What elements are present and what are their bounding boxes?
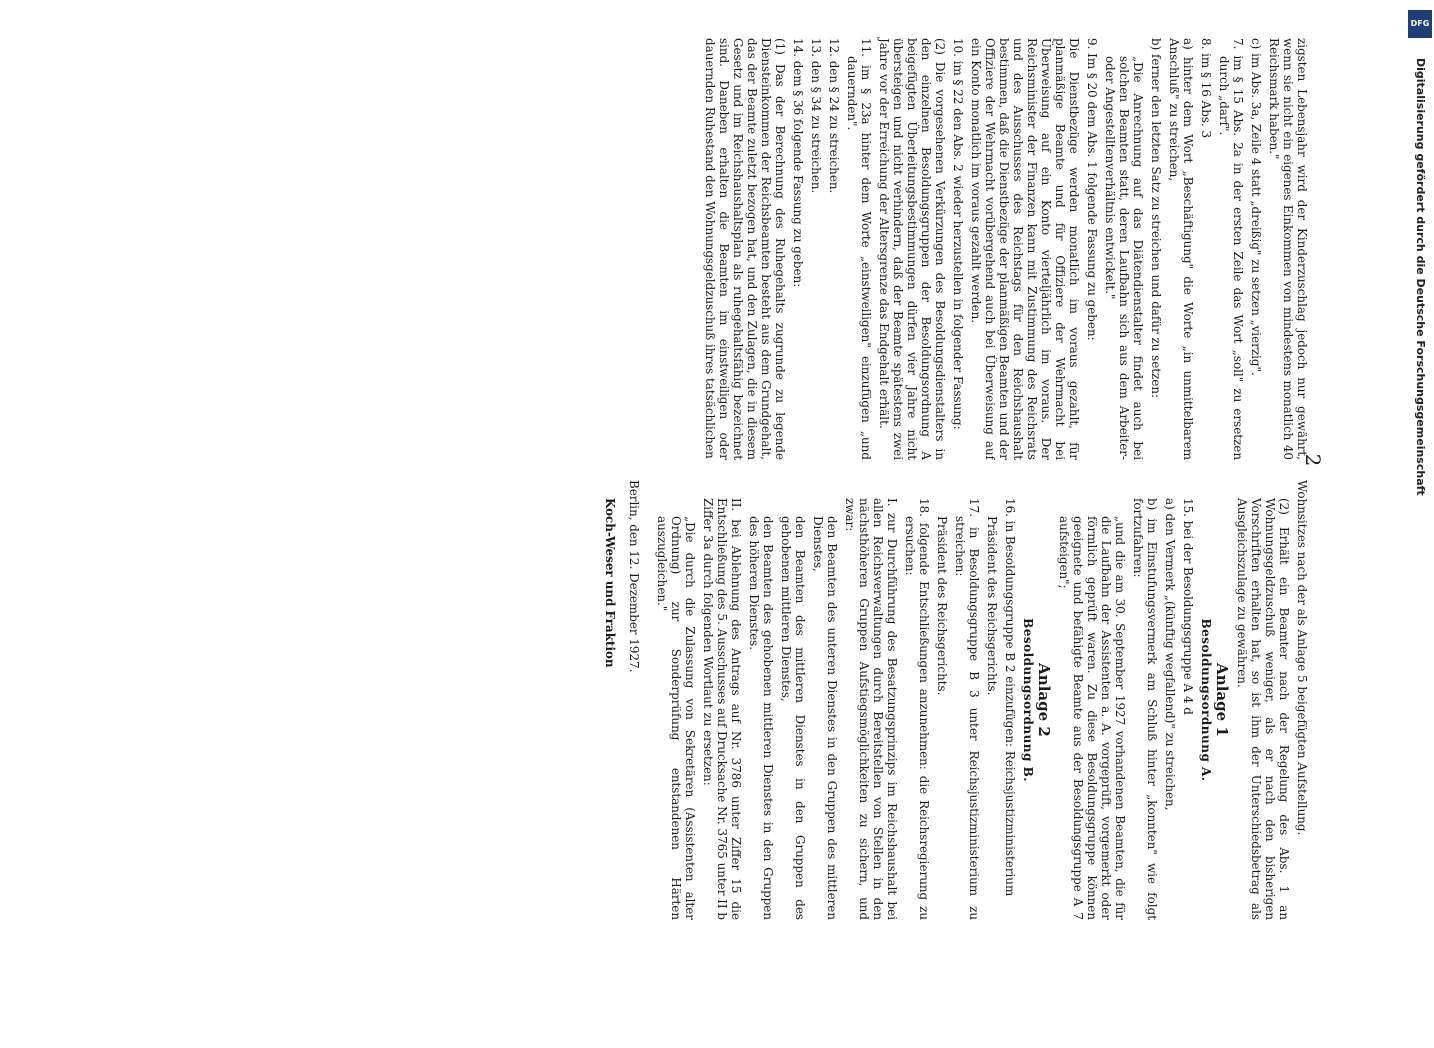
anlage-1-subheading: Besoldungsordnung A.	[1199, 618, 1213, 782]
paragraph: Die Dienstbezüge werden monatlich im voraus gezahlt, für planmäßige Beamte und für Offiziere der Wehrmacht bei Überweisung auf ein Konto vierteljährlich im voraus. Der Reichsminister der Finanzen kann mit Zustimmung des Reichsrats und des Ausschusses des Reichstags für den Reichshaushalt bestimmen, daß die Dienstbezüge der planmäßigen Beamten und der Offiziere der Wehrmacht vorübergehend auch bei Überweisung auf ein Konto monatlich im voraus gezahlt werden.	[969, 38, 1081, 460]
paragraph: 18. folgende Entschließungen anzunehmen: die Reichsregierung zu ersuchen:	[903, 498, 931, 920]
paragraph: 16. in Besoldungsgruppe B 2 einzufügen: Reichsjustizministerium	[1003, 498, 1017, 897]
paragraph: 14. dem § 36 folgende Fassung zu geben:	[791, 38, 805, 288]
paragraph: Wohnsitzes nach der als Anlage 5 beigefügten Aufstellung.	[1295, 480, 1309, 836]
paragraph: den Beamten des gehobenen mittleren Dienstes in den Gruppen des höheren Dienstes.	[747, 516, 775, 920]
document-page	[115, 0, 1325, 920]
anlage-2-subheading: Besoldungsordnung B.	[1021, 618, 1035, 782]
paragraph: 9. Im § 20 dem Abs. 1 folgende Fassung zu geben:	[1085, 38, 1099, 341]
paragraph: 7. im § 15 Abs. 2a in der ersten Zeile das Wort „soll" zu ersetzen durch „darf".	[1217, 38, 1245, 460]
paragraph: I. zur Durchführung des Besatzungsprinzips im Reichshaushalt bei allen Reichsverwaltungen durch Bereitstellen von Stellen in den nächsthöheren Gruppen Aufstiegsmöglichkeiten zu sichern, und zwar:	[843, 498, 899, 920]
paragraph: 11. im § 23a hinter dem Worte „einstweiligen" einzufügen „und dauernden".	[845, 38, 873, 460]
paragraph: 15. bei der Besoldungsgruppe A 4 d	[1181, 498, 1195, 715]
paragraph: Präsident des Reichsgerichts.	[935, 516, 949, 696]
paragraph: 17. in Besoldungsgruppe B 3 unter Reichsjustizministerium zu streichen:	[953, 498, 981, 920]
credit-text: Digitalisierung gefördert durch die Deutsche Forschungsgemeinschaft	[1414, 58, 1427, 496]
right-column	[429, 480, 1309, 920]
dfg-logo: DFG	[1408, 10, 1432, 38]
paragraph: b) im Einstufungsvermerk am Schluß hinter „konnten" wie folgt fortzufahren:	[1131, 498, 1159, 920]
paragraph: (1) Das der Berechnung des Ruhegehalts zugrunde zu legende Diensteinkommen der Reichsbeamten besteht aus dem Grundgehalt, das der Beamte zuletzt bezogen hat, und den Zulagen, die in diesem Gesetz und im Reichshaushaltsplan als ruhegehaltsfähig bezeichnet sind. Daneben erhalten die Beamten im einstweiligen oder dauernden Ruhestand den Wohnungsgeldzuschuß ihres tatsächlichen	[703, 38, 787, 460]
paragraph: a) hinter dem Wort „Beschäftigung" die Worte „in unmittelbarem Anschluß" zu streichen,	[1167, 38, 1195, 460]
paragraph: (2) Die vorgesehenen Verkürzungen des Besoldungsdienstalters in den einzelnen Besoldungsgruppen der Besoldungsordnung A beigefügten Überleitungsbestimmungen dürfen vier Jahre nicht übersteigen und nicht verhindern, daß der Beamte spätestens zwei Jahre vor der Erreichung der Altersgrenze das Endgehalt erhält.	[877, 38, 947, 460]
paragraph: 10. im § 22 den Abs. 2 wieder herzustellen in folgender Fassung:	[951, 38, 965, 430]
paragraph: 8. im § 16 Abs. 3	[1199, 38, 1213, 139]
left-column	[429, 20, 1309, 460]
paragraph: II. bei Ablehnung des Antrags auf Nr. 3786 unter Ziffer 15 die Entschließung des 5. Ausschusses auf Drucksache Nr. 3765 unter II b Ziffer 3a durch folgenden Wortlaut zu ersetzen:	[701, 498, 743, 920]
anlage-2-heading: Anlage 2	[1035, 663, 1053, 737]
anlage-1-heading: Anlage 1	[1213, 663, 1231, 737]
dateline: Berlin, den 12. Dezember 1927.	[627, 480, 641, 673]
anlage-1-items	[1057, 480, 1195, 920]
paragraph: „und die am 30. September 1927 vorhandenen Beamten, die für die Laufbahn der Assistenten a. A. vorgeprüft, vorgemerkt oder förmlich geprüft waren. Zu diese Besoldungsgruppe können geeignete und befähigte Beamte aus der Besoldungsgruppe A 7 aufsteigen";	[1057, 516, 1127, 920]
paragraph: „Die durch die Zulassung von Sekretären (Assistenten alter Ordnung) zur Sonderprüfung entstandenen Härten auszugleichen."	[655, 516, 697, 920]
page-number: 2	[1301, 453, 1325, 467]
paragraph: 12. den § 24 zu streichen.	[827, 38, 841, 194]
paragraph: Präsident des Reichsgerichts.	[985, 516, 999, 696]
paragraph: (2) Erhält ein Beamter nach der Regelung des Abs. 1 an Wohnungsgeldzuschuß weniger, als er nach den bisherigen Vorschriften erhalten hat, so ist ihm der Unterschiedsbetrag als Ausgleichszulage zu gewähren.	[1235, 498, 1291, 920]
anlage-2-items	[655, 480, 1017, 920]
signature: Koch-Weser und Fraktion	[603, 498, 617, 668]
paragraph: den Beamten des mittleren Dienstes in den Gruppen des gehobenen mittleren Dienstes,	[779, 516, 807, 920]
paragraph: 13. den § 34 zu streichen.	[809, 38, 823, 194]
paragraph: den Beamten des unteren Dienstes in den Gruppen des mittleren Dienstes,	[811, 516, 839, 920]
right-column-intro	[1235, 480, 1309, 920]
paragraph: zigsten Lebensjahr wird der Kinderzuschlag jedoch nur gewährt, wenn sie nicht ein eigenes Einkommen von mindestens monatlich 40 Reichsmark haben."	[1267, 38, 1309, 460]
digitization-credit	[1406, 8, 1434, 998]
paragraph: b) ferner den letzten Satz zu streichen und dafür zu setzen:	[1149, 38, 1163, 399]
paragraph: c) im Abs. 3a, Zeile 4 statt „dreißig" zu setzen „vierzig".	[1249, 38, 1263, 376]
paragraph: „Die Anrechnung auf das Diätendienstalter findet auch bei solchen Beamten statt, deren Laufbahn sich aus dem Arbeiter- oder Angestelltenverhältnis entwickelt."	[1103, 56, 1145, 460]
paragraph: a) den Vermerk „(künftig wegfallend)" zu streichen,	[1163, 498, 1177, 811]
